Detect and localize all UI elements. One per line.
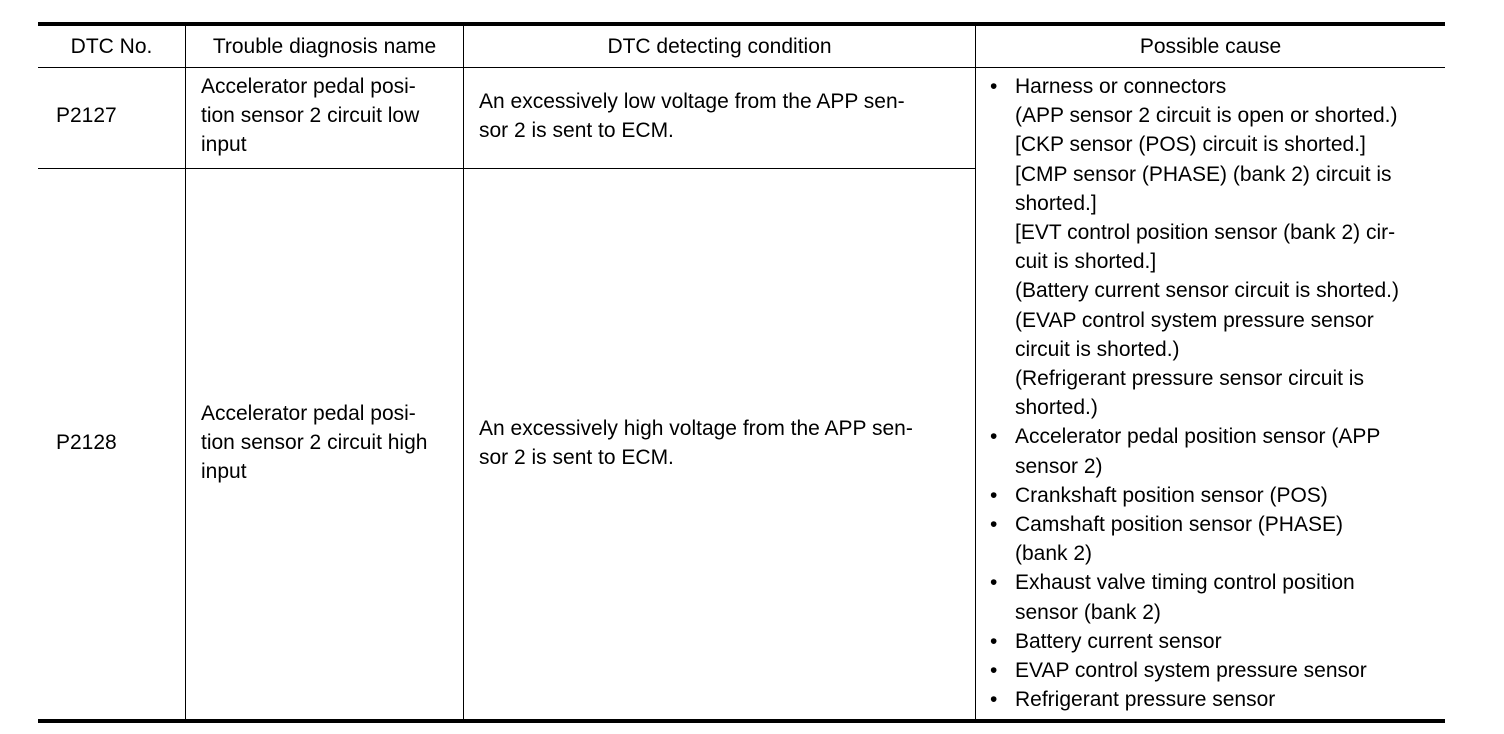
header-dtc-detecting-condition: DTC detecting condition <box>607 35 832 58</box>
dtc-detecting-condition: An excessively high voltage from the APP sen- sor 2 is sent to ECM. <box>479 417 913 469</box>
list-item: • Exhaust valve timing control position sensor (bank 2) <box>990 568 1399 626</box>
header-possible-cause: Possible cause <box>1139 35 1282 58</box>
list-item: • Refrigerant pressure sensor <box>990 685 1399 714</box>
dtc-code: P2127 <box>56 104 117 127</box>
list-item: • Camshaft position sensor (PHASE) (bank 2) <box>990 510 1399 568</box>
header-trouble-diagnosis-name: Trouble diagnosis name <box>212 35 437 58</box>
table-bottom-rule <box>38 719 1445 723</box>
list-item: • EVAP control system pressure sensor <box>990 656 1399 685</box>
header-dtc-no: DTC No. <box>70 35 153 58</box>
header-rule <box>38 67 1445 68</box>
list-item: • Crankshaft position sensor (POS) <box>990 481 1399 510</box>
trouble-diagnosis-name: Accelerator pedal posi- tion sensor 2 circuit low input <box>201 75 420 156</box>
list-item: • Accelerator pedal position sensor (APP sensor 2) <box>990 422 1399 480</box>
dtc-code: P2128 <box>56 431 117 454</box>
dtc-detecting-condition: An excessively low voltage from the APP sen- sor 2 is sent to ECM. <box>479 90 905 142</box>
list-item: • Battery current sensor <box>990 627 1399 656</box>
row-divider <box>38 168 975 169</box>
trouble-diagnosis-name: Accelerator pedal posi- tion sensor 2 circuit high input <box>201 402 428 483</box>
column-divider <box>463 26 464 719</box>
list-item: • Harness or connectors (APP sensor 2 circuit is open or shorted.) [CKP sensor (POS) circuit is shorted.] [CMP sensor (PHASE) (bank 2) circuit is shorted.] [EVT control position sensor (bank 2) cir- cuit is shorted.] (Battery current sensor circuit is shorted.) (EVAP control system pressure sensor circuit is shorted.) (Refrigerant pressure sensor circuit is shorted.) <box>990 72 1399 422</box>
possible-cause-list <box>990 72 1399 714</box>
column-divider <box>975 26 976 719</box>
column-divider <box>185 26 186 719</box>
